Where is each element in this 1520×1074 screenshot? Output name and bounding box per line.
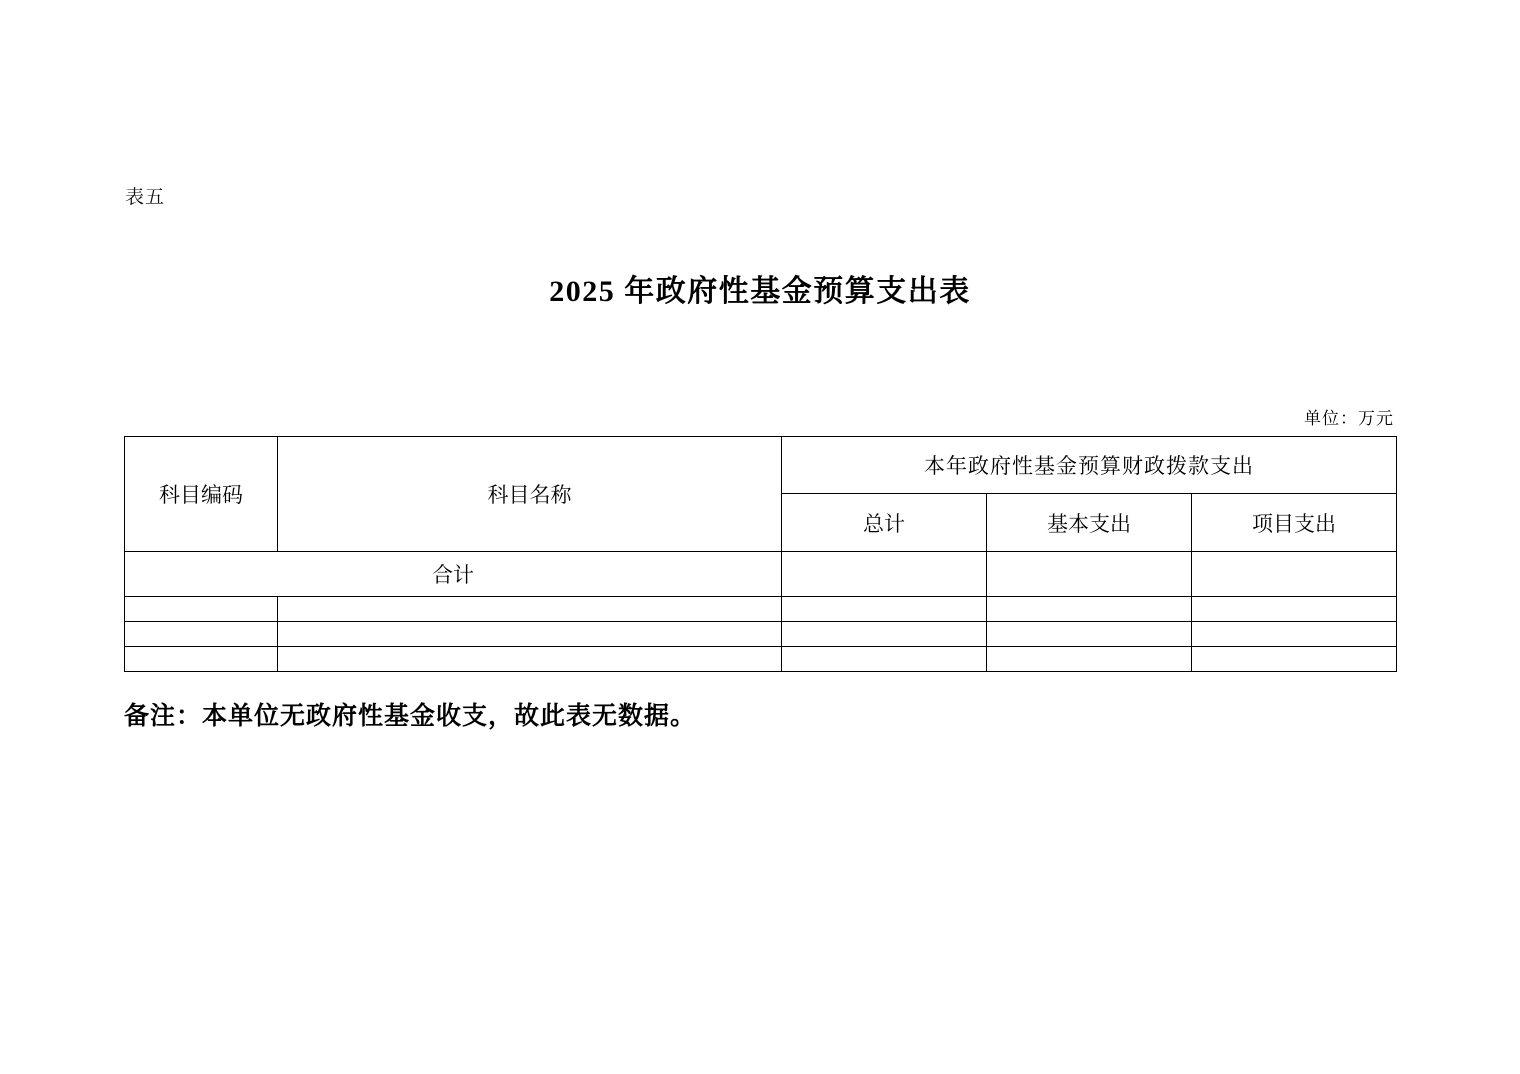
budget-expenditure-table <box>124 436 1397 672</box>
cell-total-project <box>1192 552 1397 597</box>
column-header-code: 科目编码 <box>125 437 278 552</box>
cell-name <box>278 622 782 647</box>
column-header-total: 总计 <box>782 494 987 552</box>
cell-sum <box>782 597 987 622</box>
cell-sum <box>782 622 987 647</box>
cell-sum <box>782 647 987 672</box>
column-header-project: 项目支出 <box>1192 494 1397 552</box>
cell-name <box>278 597 782 622</box>
cell-basic <box>987 597 1192 622</box>
column-header-basic: 基本支出 <box>987 494 1192 552</box>
cell-project <box>1192 647 1397 672</box>
sheet-label: 表五 <box>125 187 166 208</box>
cell-total-basic <box>987 552 1192 597</box>
page-title: 2025 年政府性基金预算支出表 <box>549 275 971 308</box>
table-row <box>125 597 1397 622</box>
cell-project <box>1192 622 1397 647</box>
column-header-name: 科目名称 <box>278 437 782 552</box>
column-header-group: 本年政府性基金预算财政拨款支出 <box>782 437 1397 494</box>
cell-basic <box>987 622 1192 647</box>
cell-total-sum <box>782 552 987 597</box>
remark-note: 备注：本单位无政府性基金收支，故此表无数据。 <box>124 703 697 730</box>
cell-code <box>125 647 278 672</box>
cell-code <box>125 597 278 622</box>
table-row <box>125 552 1397 597</box>
table-row <box>125 622 1397 647</box>
cell-code <box>125 622 278 647</box>
cell-project <box>1192 597 1397 622</box>
unit-note: 单位：万元 <box>1304 409 1394 428</box>
cell-name <box>278 647 782 672</box>
cell-total-label: 合计 <box>125 552 782 597</box>
table-row <box>125 647 1397 672</box>
cell-basic <box>987 647 1192 672</box>
